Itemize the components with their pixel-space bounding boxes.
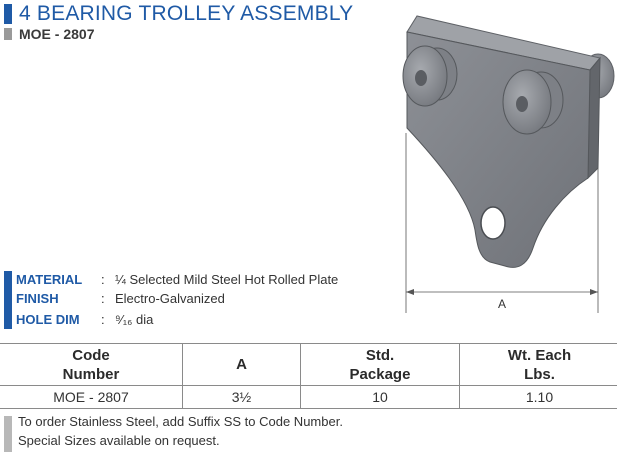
trolley-illustration <box>395 8 620 313</box>
title-accent-bar <box>4 4 12 24</box>
table-header-row <box>0 344 617 386</box>
cell-a: 3½ <box>182 386 300 408</box>
spec-accent-bar <box>4 271 12 329</box>
spec-value: Electro-Galvanized <box>115 290 225 306</box>
header-weight: Wt. Each Lbs. <box>459 344 619 385</box>
dimension-label: A <box>497 297 507 311</box>
cell-weight: 1.10 <box>459 386 619 408</box>
header-code-number: Code Number <box>62 346 120 383</box>
mounting-hole <box>481 207 505 239</box>
product-table <box>0 343 617 409</box>
spec-label: HOLE DIM <box>16 311 80 327</box>
note-special-sizes: Special Sizes available on request. <box>18 433 220 448</box>
spec-colon: : <box>101 290 105 306</box>
header-a: A <box>182 344 300 385</box>
spec-value: ¼ Selected Mild Steel Hot Rolled Plate <box>115 271 339 287</box>
notes-accent-bar <box>4 416 12 452</box>
title-row <box>4 2 353 26</box>
cell-std-package: 10 <box>300 386 459 408</box>
note-stainless: To order Stainless Steel, add Suffix SS to Code Number. <box>18 414 343 429</box>
header-std-package: Std. Package <box>300 344 459 385</box>
dimension-arrow-right <box>590 289 598 295</box>
subtitle-row <box>4 26 94 42</box>
spec-label: FINISH <box>16 290 59 306</box>
dimension-arrow-left <box>406 289 414 295</box>
subtitle-accent-bar <box>4 28 12 40</box>
spec-row-material <box>16 269 338 289</box>
page-title: 4 BEARING TROLLEY ASSEMBLY <box>19 2 354 25</box>
table-row <box>0 386 617 408</box>
spec-colon: : <box>101 271 105 287</box>
spec-label: MATERIAL <box>16 271 83 287</box>
spec-row-hole-dim <box>16 309 153 329</box>
spec-value: ⁹⁄₁₆ dia <box>115 311 154 327</box>
spec-colon: : <box>101 311 105 327</box>
spec-row-finish <box>16 288 225 308</box>
cell-code-number: MOE - 2807 <box>53 389 129 405</box>
part-number: MOE - 2807 <box>19 26 95 42</box>
